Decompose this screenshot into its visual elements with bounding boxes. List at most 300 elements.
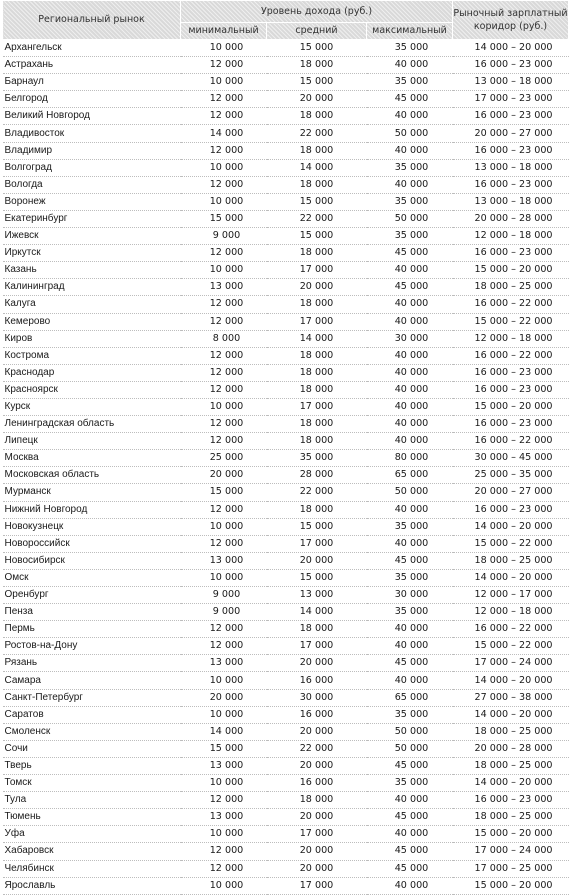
table-row	[3, 604, 569, 621]
salary-corridor-cell: 13 000 – 18 000	[453, 193, 569, 210]
min-income-cell: 12 000	[181, 296, 267, 313]
region-cell: Томск	[3, 775, 181, 792]
region-cell: Новосибирск	[3, 552, 181, 569]
max-income-cell: 30 000	[367, 330, 453, 347]
table-row	[3, 364, 569, 381]
salary-corridor-cell: 17 000 – 24 000	[453, 655, 569, 672]
max-income-cell: 50 000	[367, 484, 453, 501]
salary-corridor-cell: 20 000 – 28 000	[453, 210, 569, 227]
region-cell: Мурманск	[3, 484, 181, 501]
salary-corridor-cell: 14 000 – 20 000	[453, 672, 569, 689]
min-income-cell: 9 000	[181, 604, 267, 621]
table-row	[3, 638, 569, 655]
region-cell: Владимир	[3, 142, 181, 159]
max-income-cell: 50 000	[367, 723, 453, 740]
max-income-cell: 40 000	[367, 535, 453, 552]
salary-corridor-cell: 15 000 – 20 000	[453, 398, 569, 415]
max-income-cell: 40 000	[367, 313, 453, 330]
min-income-cell: 12 000	[181, 621, 267, 638]
region-cell: Воронеж	[3, 193, 181, 210]
salary-corridor-cell: 16 000 – 23 000	[453, 381, 569, 398]
salary-corridor-cell: 16 000 – 23 000	[453, 792, 569, 809]
region-cell: Хабаровск	[3, 843, 181, 860]
avg-income-cell: 18 000	[267, 416, 367, 433]
max-income-cell: 40 000	[367, 364, 453, 381]
table-row	[3, 501, 569, 518]
table-row	[3, 860, 569, 877]
salary-corridor-cell: 20 000 – 28 000	[453, 740, 569, 757]
region-cell: Калининград	[3, 279, 181, 296]
max-income-cell: 40 000	[367, 57, 453, 74]
max-income-cell: 40 000	[367, 381, 453, 398]
table-row	[3, 142, 569, 159]
salary-corridor-cell: 16 000 – 23 000	[453, 142, 569, 159]
table-row	[3, 809, 569, 826]
region-cell: Новокузнецк	[3, 518, 181, 535]
max-income-cell: 40 000	[367, 672, 453, 689]
salary-corridor-cell: 13 000 – 18 000	[453, 74, 569, 91]
avg-income-cell: 17 000	[267, 398, 367, 415]
table-row	[3, 467, 569, 484]
salary-corridor-cell: 18 000 – 25 000	[453, 552, 569, 569]
max-income-cell: 45 000	[367, 91, 453, 108]
table-header	[3, 1, 569, 40]
salary-corridor-cell: 15 000 – 22 000	[453, 638, 569, 655]
region-cell: Владивосток	[3, 125, 181, 142]
max-income-cell: 45 000	[367, 552, 453, 569]
max-income-cell: 50 000	[367, 740, 453, 757]
avg-income-cell: 14 000	[267, 159, 367, 176]
max-income-cell: 65 000	[367, 689, 453, 706]
region-cell: Уфа	[3, 826, 181, 843]
max-income-cell: 35 000	[367, 193, 453, 210]
region-cell: Тюмень	[3, 809, 181, 826]
region-cell: Вологда	[3, 176, 181, 193]
avg-income-cell: 15 000	[267, 193, 367, 210]
avg-income-cell: 18 000	[267, 176, 367, 193]
avg-income-cell: 30 000	[267, 689, 367, 706]
min-income-cell: 10 000	[181, 706, 267, 723]
salary-corridor-cell: 16 000 – 22 000	[453, 433, 569, 450]
region-cell: Самара	[3, 672, 181, 689]
salary-corridor-cell: 14 000 – 20 000	[453, 775, 569, 792]
max-income-cell: 40 000	[367, 416, 453, 433]
region-cell: Красноярск	[3, 381, 181, 398]
salary-corridor-cell: 17 000 – 23 000	[453, 91, 569, 108]
salary-corridor-cell: 13 000 – 18 000	[453, 159, 569, 176]
avg-income-cell: 18 000	[267, 57, 367, 74]
region-cell: Санкт-Петербург	[3, 689, 181, 706]
avg-income-cell: 22 000	[267, 125, 367, 142]
region-cell: Волгоград	[3, 159, 181, 176]
region-cell: Москва	[3, 450, 181, 467]
avg-income-cell: 20 000	[267, 552, 367, 569]
salary-corridor-cell: 16 000 – 23 000	[453, 108, 569, 125]
table-row	[3, 381, 569, 398]
table-row	[3, 398, 569, 415]
table-row	[3, 792, 569, 809]
region-cell: Архангельск	[3, 40, 181, 57]
header-max: максимальный	[367, 23, 453, 40]
avg-income-cell: 18 000	[267, 433, 367, 450]
avg-income-cell: 18 000	[267, 245, 367, 262]
salary-corridor-cell: 12 000 – 18 000	[453, 228, 569, 245]
salary-corridor-cell: 27 000 – 38 000	[453, 689, 569, 706]
avg-income-cell: 15 000	[267, 228, 367, 245]
min-income-cell: 10 000	[181, 826, 267, 843]
min-income-cell: 15 000	[181, 210, 267, 227]
max-income-cell: 40 000	[367, 347, 453, 364]
salary-corridor-cell: 16 000 – 23 000	[453, 416, 569, 433]
table-row	[3, 245, 569, 262]
max-income-cell: 30 000	[367, 587, 453, 604]
min-income-cell: 12 000	[181, 535, 267, 552]
table-row	[3, 757, 569, 774]
salary-corridor-cell: 12 000 – 17 000	[453, 587, 569, 604]
salary-corridor-cell: 16 000 – 22 000	[453, 621, 569, 638]
header-avg: средний	[267, 23, 367, 40]
avg-income-cell: 17 000	[267, 826, 367, 843]
max-income-cell: 45 000	[367, 757, 453, 774]
max-income-cell: 45 000	[367, 245, 453, 262]
table-row	[3, 535, 569, 552]
salary-corridor-cell: 12 000 – 18 000	[453, 330, 569, 347]
region-cell: Тула	[3, 792, 181, 809]
table-row	[3, 655, 569, 672]
avg-income-cell: 15 000	[267, 40, 367, 57]
salary-corridor-cell: 16 000 – 23 000	[453, 57, 569, 74]
max-income-cell: 35 000	[367, 74, 453, 91]
table-row	[3, 689, 569, 706]
salary-corridor-cell: 18 000 – 25 000	[453, 723, 569, 740]
table-row	[3, 706, 569, 723]
region-cell: Рязань	[3, 655, 181, 672]
table-row	[3, 450, 569, 467]
max-income-cell: 40 000	[367, 877, 453, 894]
avg-income-cell: 16 000	[267, 775, 367, 792]
max-income-cell: 40 000	[367, 398, 453, 415]
table-row	[3, 723, 569, 740]
header-min: минимальный	[181, 23, 267, 40]
region-cell: Оренбург	[3, 587, 181, 604]
salary-corridor-cell: 25 000 – 35 000	[453, 467, 569, 484]
salary-corridor-cell: 16 000 – 23 000	[453, 501, 569, 518]
avg-income-cell: 15 000	[267, 569, 367, 586]
max-income-cell: 40 000	[367, 433, 453, 450]
table-row	[3, 313, 569, 330]
avg-income-cell: 14 000	[267, 604, 367, 621]
avg-income-cell: 16 000	[267, 706, 367, 723]
table-row	[3, 176, 569, 193]
max-income-cell: 45 000	[367, 279, 453, 296]
table-row	[3, 228, 569, 245]
salary-corridor-cell: 18 000 – 25 000	[453, 809, 569, 826]
min-income-cell: 12 000	[181, 91, 267, 108]
avg-income-cell: 17 000	[267, 638, 367, 655]
region-cell: Новороссийск	[3, 535, 181, 552]
min-income-cell: 10 000	[181, 159, 267, 176]
region-cell: Краснодар	[3, 364, 181, 381]
table-row	[3, 843, 569, 860]
min-income-cell: 10 000	[181, 40, 267, 57]
salary-corridor-cell: 15 000 – 20 000	[453, 262, 569, 279]
region-cell: Екатеринбург	[3, 210, 181, 227]
salary-corridor-cell: 30 000 – 45 000	[453, 450, 569, 467]
salary-corridor-cell: 16 000 – 22 000	[453, 347, 569, 364]
table-row	[3, 587, 569, 604]
min-income-cell: 13 000	[181, 809, 267, 826]
avg-income-cell: 22 000	[267, 740, 367, 757]
min-income-cell: 20 000	[181, 689, 267, 706]
min-income-cell: 12 000	[181, 108, 267, 125]
avg-income-cell: 15 000	[267, 518, 367, 535]
salary-corridor-cell: 16 000 – 23 000	[453, 176, 569, 193]
table-row	[3, 262, 569, 279]
salary-corridor-cell: 17 000 – 24 000	[453, 843, 569, 860]
max-income-cell: 35 000	[367, 228, 453, 245]
min-income-cell: 12 000	[181, 176, 267, 193]
max-income-cell: 35 000	[367, 40, 453, 57]
min-income-cell: 12 000	[181, 313, 267, 330]
min-income-cell: 13 000	[181, 655, 267, 672]
region-cell: Пермь	[3, 621, 181, 638]
min-income-cell: 12 000	[181, 347, 267, 364]
max-income-cell: 45 000	[367, 809, 453, 826]
max-income-cell: 40 000	[367, 108, 453, 125]
max-income-cell: 65 000	[367, 467, 453, 484]
avg-income-cell: 18 000	[267, 501, 367, 518]
table-row	[3, 108, 569, 125]
min-income-cell: 10 000	[181, 74, 267, 91]
avg-income-cell: 20 000	[267, 843, 367, 860]
region-cell: Ленинградская область	[3, 416, 181, 433]
region-cell: Кемерово	[3, 313, 181, 330]
salary-corridor-cell: 15 000 – 22 000	[453, 535, 569, 552]
region-cell: Курск	[3, 398, 181, 415]
avg-income-cell: 28 000	[267, 467, 367, 484]
region-cell: Липецк	[3, 433, 181, 450]
table-row	[3, 416, 569, 433]
min-income-cell: 10 000	[181, 193, 267, 210]
avg-income-cell: 22 000	[267, 210, 367, 227]
region-cell: Нижний Новгород	[3, 501, 181, 518]
region-cell: Ярославль	[3, 877, 181, 894]
max-income-cell: 40 000	[367, 176, 453, 193]
max-income-cell: 45 000	[367, 655, 453, 672]
max-income-cell: 40 000	[367, 296, 453, 313]
avg-income-cell: 13 000	[267, 587, 367, 604]
salary-corridor-cell: 14 000 – 20 000	[453, 518, 569, 535]
avg-income-cell: 20 000	[267, 723, 367, 740]
table-row	[3, 125, 569, 142]
avg-income-cell: 18 000	[267, 296, 367, 313]
table-row	[3, 433, 569, 450]
table-row	[3, 40, 569, 57]
region-cell: Барнаул	[3, 74, 181, 91]
min-income-cell: 12 000	[181, 638, 267, 655]
max-income-cell: 35 000	[367, 569, 453, 586]
salary-corridor-cell: 15 000 – 20 000	[453, 826, 569, 843]
table-row	[3, 518, 569, 535]
min-income-cell: 9 000	[181, 228, 267, 245]
min-income-cell: 15 000	[181, 740, 267, 757]
min-income-cell: 13 000	[181, 279, 267, 296]
max-income-cell: 35 000	[367, 159, 453, 176]
min-income-cell: 12 000	[181, 57, 267, 74]
min-income-cell: 25 000	[181, 450, 267, 467]
salary-corridor-cell: 17 000 – 25 000	[453, 860, 569, 877]
salary-table	[2, 0, 569, 895]
min-income-cell: 12 000	[181, 501, 267, 518]
table-row	[3, 877, 569, 894]
min-income-cell: 10 000	[181, 569, 267, 586]
region-cell: Тверь	[3, 757, 181, 774]
max-income-cell: 35 000	[367, 518, 453, 535]
min-income-cell: 8 000	[181, 330, 267, 347]
region-cell: Калуга	[3, 296, 181, 313]
min-income-cell: 12 000	[181, 381, 267, 398]
min-income-cell: 12 000	[181, 245, 267, 262]
region-cell: Кострома	[3, 347, 181, 364]
table-row	[3, 74, 569, 91]
min-income-cell: 12 000	[181, 416, 267, 433]
max-income-cell: 80 000	[367, 450, 453, 467]
region-cell: Московская область	[3, 467, 181, 484]
max-income-cell: 40 000	[367, 826, 453, 843]
region-cell: Белгород	[3, 91, 181, 108]
header-income-level: Уровень дохода (руб.)	[181, 1, 453, 23]
salary-corridor-cell: 18 000 – 25 000	[453, 757, 569, 774]
max-income-cell: 40 000	[367, 792, 453, 809]
salary-corridor-cell: 20 000 – 27 000	[453, 484, 569, 501]
region-cell: Ижевск	[3, 228, 181, 245]
avg-income-cell: 22 000	[267, 484, 367, 501]
avg-income-cell: 14 000	[267, 330, 367, 347]
table-row	[3, 159, 569, 176]
avg-income-cell: 18 000	[267, 108, 367, 125]
max-income-cell: 40 000	[367, 638, 453, 655]
max-income-cell: 35 000	[367, 775, 453, 792]
max-income-cell: 40 000	[367, 501, 453, 518]
min-income-cell: 14 000	[181, 125, 267, 142]
avg-income-cell: 16 000	[267, 672, 367, 689]
min-income-cell: 12 000	[181, 364, 267, 381]
region-cell: Пенза	[3, 604, 181, 621]
min-income-cell: 13 000	[181, 757, 267, 774]
max-income-cell: 40 000	[367, 142, 453, 159]
min-income-cell: 20 000	[181, 467, 267, 484]
region-cell: Киров	[3, 330, 181, 347]
min-income-cell: 10 000	[181, 262, 267, 279]
min-income-cell: 12 000	[181, 142, 267, 159]
avg-income-cell: 15 000	[267, 74, 367, 91]
avg-income-cell: 18 000	[267, 347, 367, 364]
min-income-cell: 10 000	[181, 518, 267, 535]
avg-income-cell: 20 000	[267, 757, 367, 774]
salary-corridor-cell: 16 000 – 23 000	[453, 245, 569, 262]
salary-corridor-cell: 16 000 – 23 000	[453, 364, 569, 381]
table-row	[3, 57, 569, 74]
max-income-cell: 45 000	[367, 860, 453, 877]
max-income-cell: 50 000	[367, 125, 453, 142]
table-row	[3, 826, 569, 843]
table-row	[3, 484, 569, 501]
table-row	[3, 569, 569, 586]
table-row	[3, 193, 569, 210]
region-cell: Ростов-на-Дону	[3, 638, 181, 655]
avg-income-cell: 20 000	[267, 279, 367, 296]
table-row	[3, 91, 569, 108]
avg-income-cell: 18 000	[267, 142, 367, 159]
min-income-cell: 14 000	[181, 723, 267, 740]
avg-income-cell: 17 000	[267, 262, 367, 279]
min-income-cell: 10 000	[181, 398, 267, 415]
region-cell: Саратов	[3, 706, 181, 723]
header-region: Региональный рынок	[3, 1, 181, 40]
avg-income-cell: 18 000	[267, 792, 367, 809]
table-row	[3, 775, 569, 792]
table-row	[3, 210, 569, 227]
salary-corridor-cell: 15 000 – 22 000	[453, 313, 569, 330]
table-row	[3, 296, 569, 313]
salary-corridor-cell: 14 000 – 20 000	[453, 706, 569, 723]
avg-income-cell: 18 000	[267, 621, 367, 638]
avg-income-cell: 17 000	[267, 877, 367, 894]
avg-income-cell: 18 000	[267, 364, 367, 381]
table-row	[3, 621, 569, 638]
min-income-cell: 12 000	[181, 792, 267, 809]
table-row	[3, 672, 569, 689]
avg-income-cell: 18 000	[267, 381, 367, 398]
salary-corridor-cell: 15 000 – 20 000	[453, 877, 569, 894]
avg-income-cell: 17 000	[267, 535, 367, 552]
region-cell: Иркутск	[3, 245, 181, 262]
avg-income-cell: 20 000	[267, 809, 367, 826]
avg-income-cell: 20 000	[267, 655, 367, 672]
avg-income-cell: 20 000	[267, 860, 367, 877]
header-corridor: Рыночный зарплатный коридор (руб.)	[453, 1, 569, 40]
region-cell: Казань	[3, 262, 181, 279]
avg-income-cell: 17 000	[267, 313, 367, 330]
region-cell: Омск	[3, 569, 181, 586]
min-income-cell: 10 000	[181, 672, 267, 689]
region-cell: Смоленск	[3, 723, 181, 740]
max-income-cell: 35 000	[367, 706, 453, 723]
salary-corridor-cell: 12 000 – 18 000	[453, 604, 569, 621]
avg-income-cell: 35 000	[267, 450, 367, 467]
min-income-cell: 12 000	[181, 860, 267, 877]
table-row	[3, 279, 569, 296]
min-income-cell: 10 000	[181, 877, 267, 894]
min-income-cell: 12 000	[181, 843, 267, 860]
max-income-cell: 35 000	[367, 604, 453, 621]
avg-income-cell: 20 000	[267, 91, 367, 108]
min-income-cell: 15 000	[181, 484, 267, 501]
region-cell: Челябинск	[3, 860, 181, 877]
salary-corridor-cell: 20 000 – 27 000	[453, 125, 569, 142]
table-body	[3, 40, 569, 895]
salary-corridor-cell: 14 000 – 20 000	[453, 569, 569, 586]
salary-corridor-cell: 14 000 – 20 000	[453, 40, 569, 57]
max-income-cell: 50 000	[367, 210, 453, 227]
min-income-cell: 9 000	[181, 587, 267, 604]
max-income-cell: 40 000	[367, 621, 453, 638]
salary-corridor-cell: 18 000 – 25 000	[453, 279, 569, 296]
table-row	[3, 552, 569, 569]
table-row	[3, 330, 569, 347]
table-row	[3, 740, 569, 757]
region-cell: Сочи	[3, 740, 181, 757]
